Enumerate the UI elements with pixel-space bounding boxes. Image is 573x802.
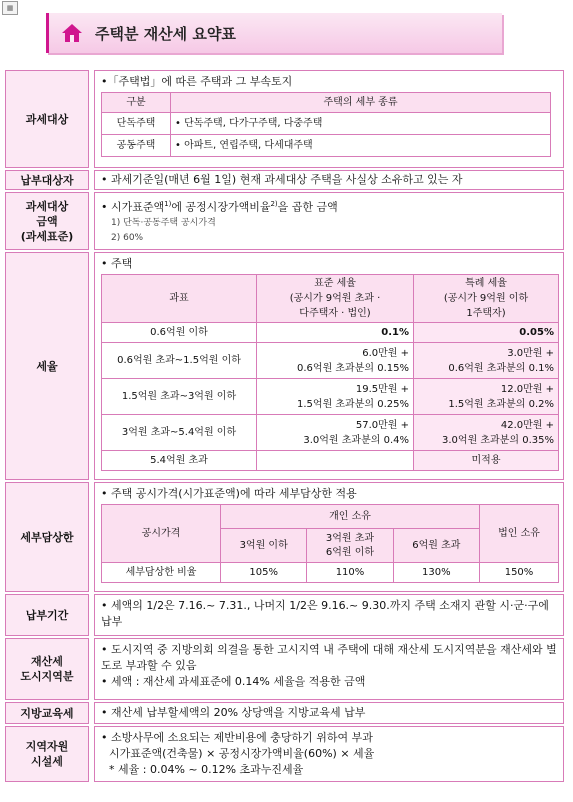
base-sup2: 2) [270, 200, 278, 208]
label-regional-1: 지역자원 [25, 740, 69, 753]
label-period: 납부기간 [5, 594, 89, 636]
rate-special-value: 3.0억원 초과분의 0.35% [442, 434, 554, 446]
content-period [94, 594, 564, 636]
table-row [102, 563, 559, 583]
rate-special: 미적용 [414, 451, 559, 471]
cap-sub-3: 6억원 초과 [393, 529, 479, 563]
label-taxable: 과세대상 [5, 70, 89, 168]
city-text-1: • 도시지역 중 지방의회 의결을 통한 고시지역 내 주택에 대해 재산세 도시지역분을 재산세와 별도로 부과할 수 있음 [101, 643, 557, 672]
rate-table [101, 274, 559, 471]
rate-header-special-3: 1주택자) [466, 308, 506, 319]
rate-special-base: 12.0만원 + [500, 383, 554, 395]
rate-bracket: 0.6억원 이하 [102, 323, 257, 343]
table-row [102, 415, 559, 451]
taxable-cell: 공동주택 [102, 135, 171, 157]
rate-standard [257, 343, 414, 379]
rate-header-standard-3: 다주택자 · 법인) [299, 308, 371, 319]
label-city [5, 638, 89, 700]
cap-header-individual: 개인 소유 [221, 505, 480, 529]
base-note-2: 2) 60% [111, 232, 144, 243]
taxable-intro: •「주택법」에 따른 주택과 그 부속토지 [101, 75, 293, 88]
taxable-table [101, 92, 551, 157]
label-base-3: (과세표준) [20, 229, 74, 243]
label-city-2: 도시지역분 [20, 670, 74, 683]
label-base [5, 192, 89, 250]
rate-standard-base: 6.0만원 + [362, 347, 409, 359]
content-taxable [94, 70, 564, 168]
cap-header-corp: 법인 소유 [480, 505, 559, 563]
base-text-c: 을 곱한 금액 [277, 200, 338, 214]
label-rate: 세율 [5, 252, 89, 480]
content-rate [94, 252, 564, 480]
rate-standard-base: 19.5만원 + [355, 383, 409, 395]
rate-standard-value: 1.5억원 초과분의 0.25% [297, 398, 409, 410]
cap-sub-1: 3억원 이하 [221, 529, 307, 563]
cap-sub-2b: 6억원 이하 [325, 546, 375, 558]
rate-header-standard-2: (공시가 9억원 초과 · [289, 293, 381, 304]
label-base-2: 금액 [36, 214, 58, 228]
taxable-cell: 단독주택 [102, 113, 171, 135]
table-row [102, 323, 559, 343]
corner-logo: ▦ [2, 1, 18, 15]
rate-header-bracket: 과표 [102, 275, 257, 323]
table-row [102, 343, 559, 379]
rate-header-standard-1: 표준 세율 [314, 278, 356, 289]
rate-special-base: 42.0만원 + [500, 419, 554, 431]
taxable-cell: • 단독주택, 다가구주택, 다중주택 [171, 113, 551, 135]
title-banner [46, 13, 502, 53]
cap-value: 110% [307, 563, 393, 583]
label-city-1: 재산세 [31, 655, 63, 668]
content-edu [94, 702, 564, 724]
rate-bracket: 5.4억원 초과 [102, 451, 257, 471]
taxable-cell: • 아파트, 연립주택, 다세대주택 [171, 135, 551, 157]
cap-header-price: 공시가격 [102, 505, 221, 563]
rate-special [414, 343, 559, 379]
base-note-1: 1) 단독·공동주택 공시가격 [111, 217, 216, 228]
content-regional [94, 726, 564, 782]
rate-standard [257, 451, 414, 471]
rate-standard [257, 415, 414, 451]
table-row [102, 113, 551, 135]
rate-special-value: 0.05% [519, 326, 554, 338]
cap-table [101, 504, 559, 583]
period-text: • 세액의 1/2은 7.16.~ 7.31., 나머지 1/2은 9.16.~ 9.30.까지 주택 소재지 관할 시·군·구에 납부 [101, 599, 549, 628]
content-cap [94, 482, 564, 592]
edu-text: • 재산세 납부할세액의 20% 상당액을 지방교육세 납부 [101, 706, 366, 719]
rate-header-standard [257, 275, 414, 323]
taxable-header-type: 구분 [102, 93, 171, 113]
rate-bracket: 0.6억원 초과~1.5억원 이하 [102, 343, 257, 379]
content-payer [94, 170, 564, 190]
payer-text: • 과세기준일(매년 6월 1일) 현재 과세대상 주택을 사실상 소유하고 있는 자 [101, 173, 463, 186]
city-text-2: • 세액 : 재산세 과세표준에 0.14% 세율을 적용한 금액 [101, 675, 366, 688]
rate-standard [257, 323, 414, 343]
label-base-1: 과세대상 [25, 199, 69, 213]
base-text [101, 196, 557, 216]
cap-value: 150% [480, 563, 559, 583]
cap-value: 105% [221, 563, 307, 583]
label-payer: 납부대상자 [5, 170, 89, 190]
cap-value: 130% [393, 563, 479, 583]
rate-special-value: 0.6억원 초과분의 0.1% [448, 362, 554, 374]
regional-text-3: * 세율 : 0.04% ~ 0.12% 초과누진세율 [109, 763, 304, 776]
label-regional [5, 726, 89, 782]
house-icon [61, 22, 83, 44]
cap-intro: • 주택 공시가격(시가표준액)에 따라 세부담상한 적용 [101, 487, 357, 500]
content-base [94, 192, 564, 250]
table-row [102, 379, 559, 415]
table-row [102, 451, 559, 471]
table-row [102, 135, 551, 157]
content-city [94, 638, 564, 700]
rate-standard [257, 379, 414, 415]
base-text-a: • 시가표준액 [101, 200, 165, 214]
regional-text-2: 시가표준액(건축물) × 공정시장가액비율(60%) × 세율 [109, 747, 375, 760]
base-text-b: 에 공정시장가액비율 [171, 200, 271, 214]
rate-standard-value: 0.6억원 초과분의 0.15% [297, 362, 409, 374]
page-title: 주택분 재산세 요약표 [95, 25, 236, 43]
label-cap: 세부담상한 [5, 482, 89, 592]
base-sup1: 1) [164, 200, 172, 208]
rate-header-special [414, 275, 559, 323]
cap-sub-2a: 3억원 초과 [325, 532, 375, 544]
cap-row-label: 세부담상한 비율 [102, 563, 221, 583]
rate-header-special-1: 특례 세율 [465, 278, 507, 289]
rate-standard-base: 57.0만원 + [355, 419, 409, 431]
rate-special-base: 3.0만원 + [507, 347, 554, 359]
rate-special [414, 379, 559, 415]
rate-bracket: 1.5억원 초과~3억원 이하 [102, 379, 257, 415]
label-edu: 지방교육세 [5, 702, 89, 724]
rate-special [414, 323, 559, 343]
rate-special-value: 1.5억원 초과분의 0.2% [448, 398, 554, 410]
taxable-header-detail: 주택의 세부 종류 [171, 93, 551, 113]
label-regional-2: 시설세 [31, 755, 63, 768]
rate-standard-value: 3.0억원 초과분의 0.4% [303, 434, 409, 446]
rate-bracket: 3억원 초과~5.4억원 이하 [102, 415, 257, 451]
rate-special [414, 415, 559, 451]
cap-sub-2 [307, 529, 393, 563]
regional-text-1: • 소방사무에 소요되는 제반비용에 충당하기 위하여 부과 [101, 731, 373, 744]
rate-intro: • 주택 [101, 257, 133, 270]
rate-header-special-2: (공시가 9억원 이하 [443, 293, 529, 304]
rate-standard-value: 0.1% [381, 326, 409, 338]
